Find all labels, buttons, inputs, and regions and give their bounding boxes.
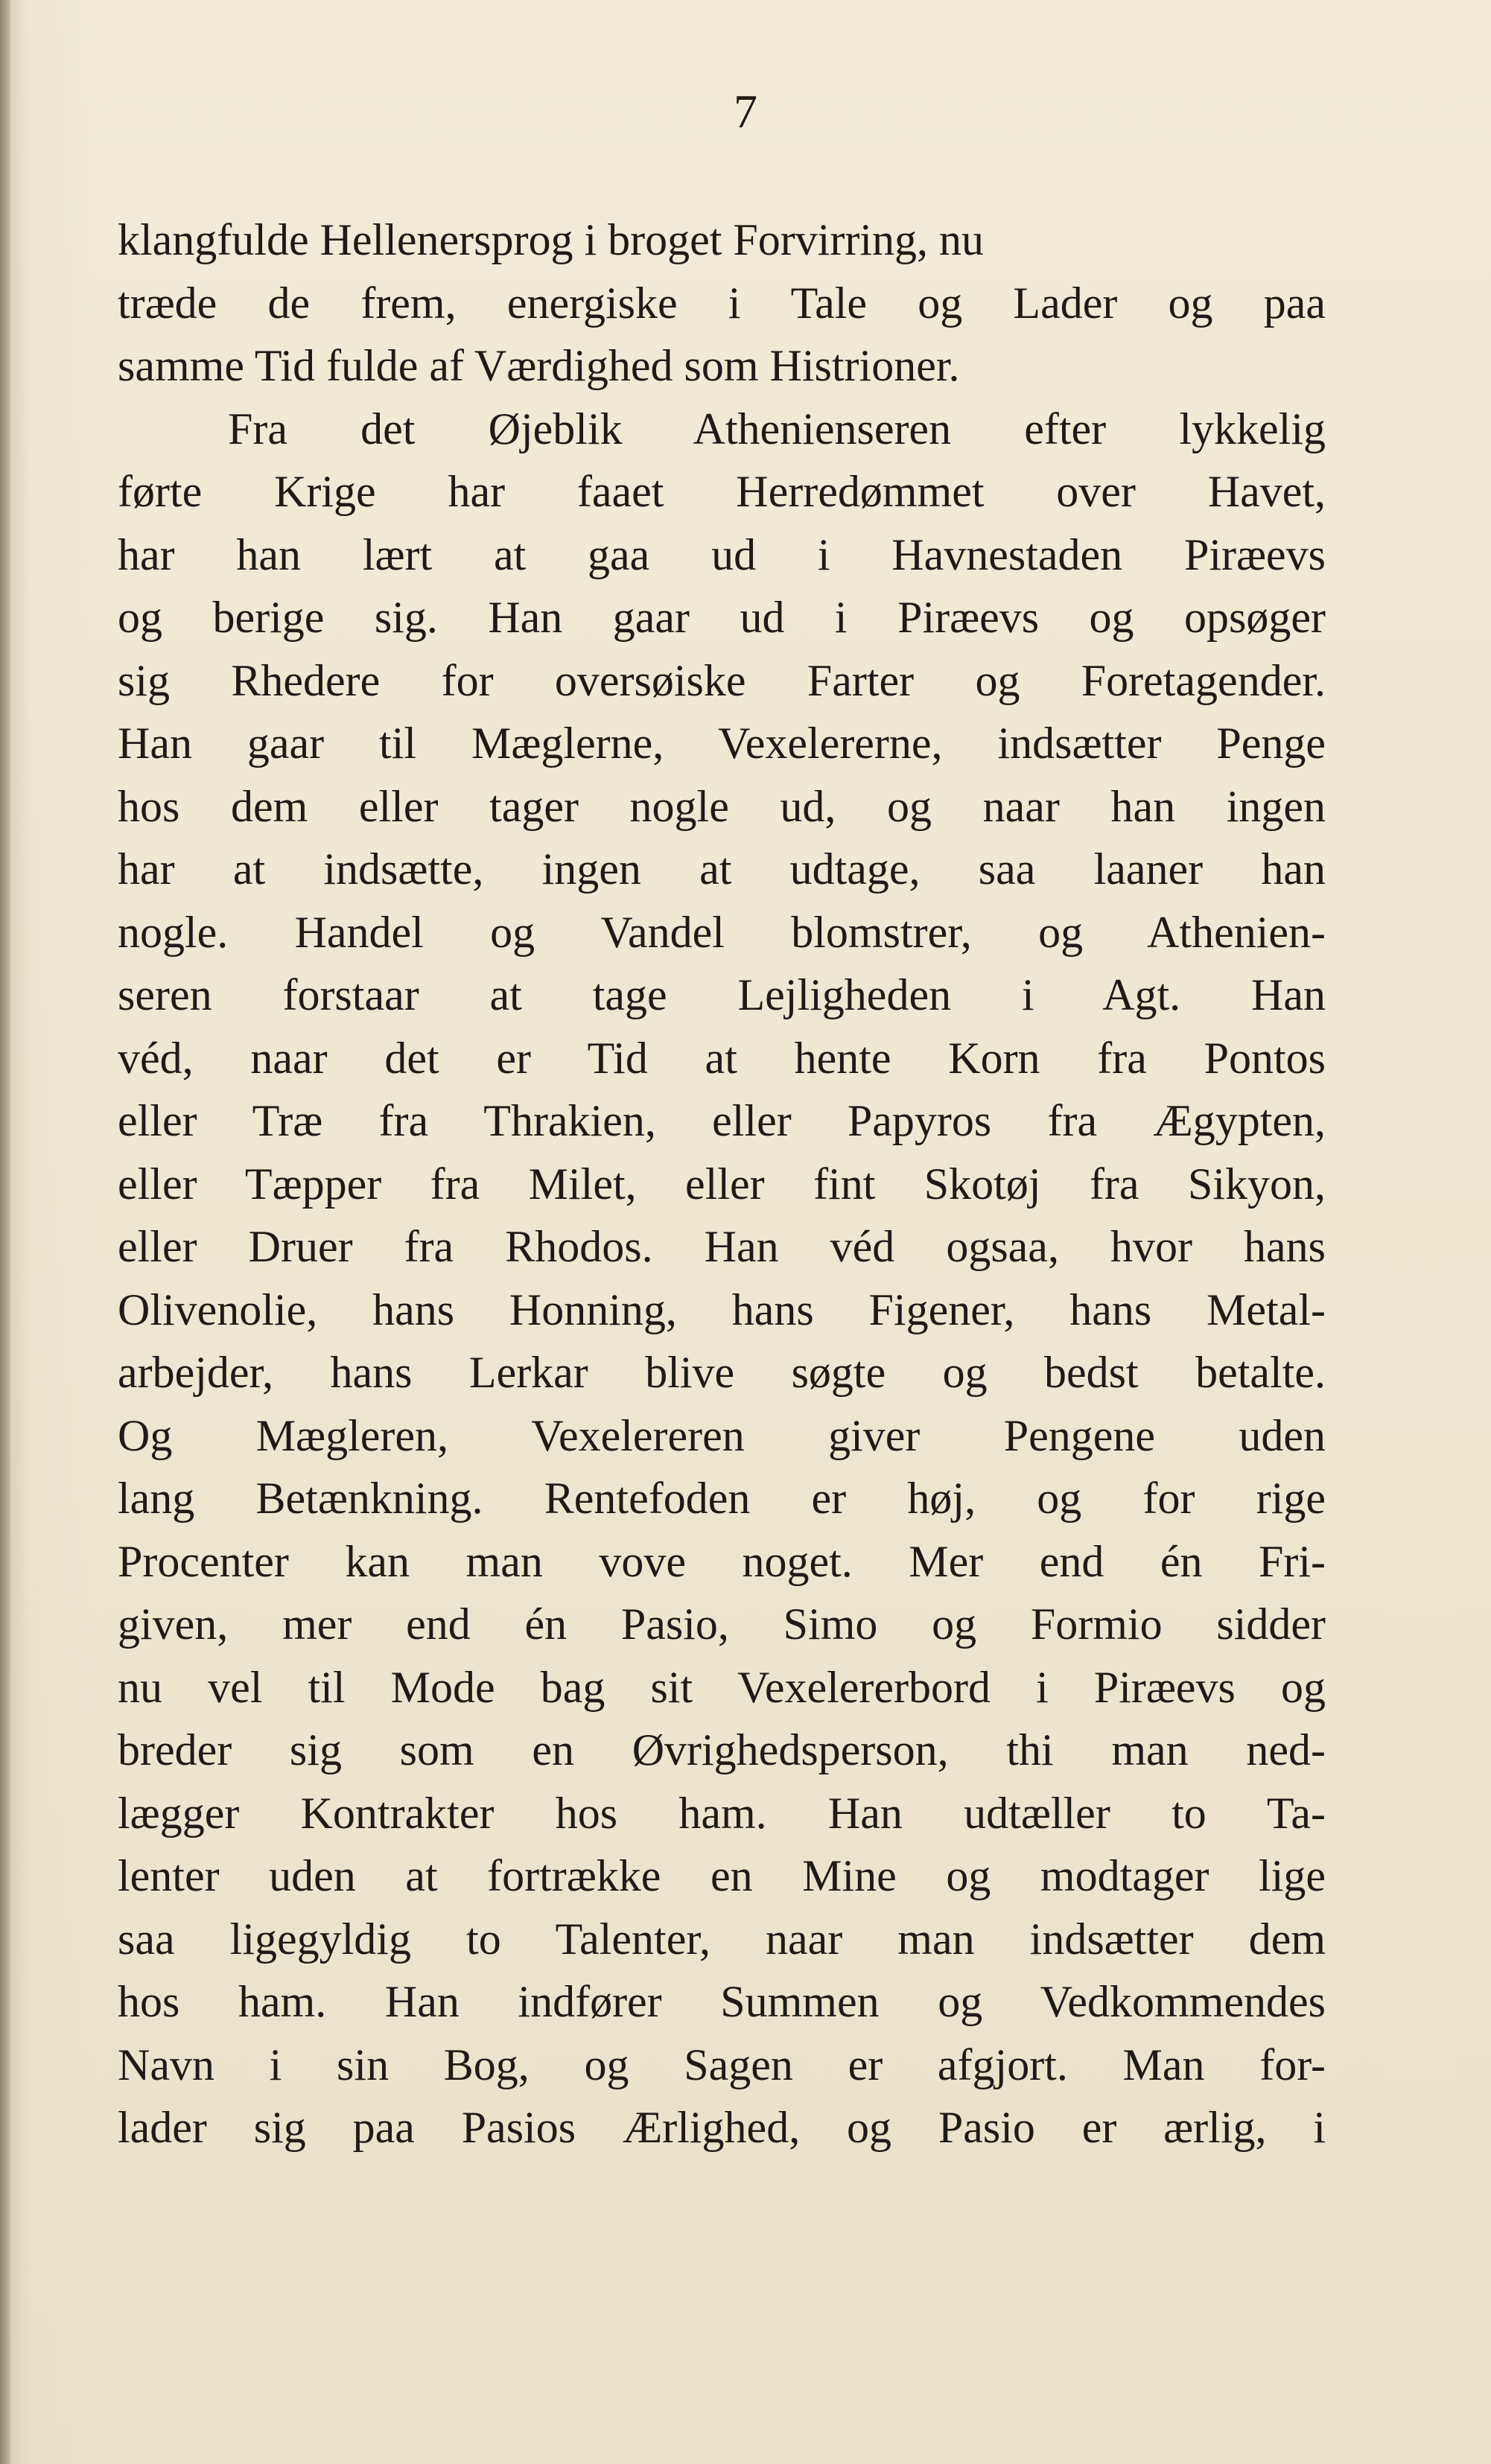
text-line: sig Rhedere for oversøiske Farter og Foretagender. xyxy=(118,655,1326,705)
text-line: har han lært at gaa ud i Havnestaden Piræevs xyxy=(118,529,1326,579)
text-line: nu vel til Mode bag sit Vexelererbord i Piræevs og xyxy=(118,1662,1326,1712)
text-line: træde de frem, energiske i Tale og Lader og paa xyxy=(118,278,1326,328)
text-line: Han gaar til Mæglerne, Vexelererne, indsætter Penge xyxy=(118,719,1326,768)
text-line: lader sig paa Pasios Ærlighed, og Pasio er ærlig, i xyxy=(118,2103,1326,2152)
text-line: eller Druer fra Rhodos. Han véd ogsaa, hvor hans xyxy=(118,1222,1326,1271)
text-line: véd, naar det er Tid at hente Korn fra Pontos xyxy=(118,1033,1326,1083)
page-number: 7 xyxy=(734,85,757,138)
text-line: Olivenolie, hans Honning, hans Figener, hans Metal- xyxy=(118,1284,1326,1334)
text-line: Og Mægleren, Vexelereren giver Pengene uden xyxy=(118,1410,1326,1460)
text-line: har at indsætte, ingen at udtage, saa laaner han xyxy=(118,844,1326,894)
text-line: og berige sig. Han gaar ud i Piræevs og opsøger xyxy=(118,593,1326,642)
text-line: samme Tid fulde af Værdighed som Histrioner. xyxy=(118,341,960,390)
text-line: saa ligegyldig to Talenter, naar man indsætter dem xyxy=(118,1914,1326,1964)
text-line: hos ham. Han indfører Summen og Vedkommendes xyxy=(118,1977,1326,2026)
text-line: lenter uden at fortrække en Mine og modtager lige xyxy=(118,1851,1326,1900)
text-line: lægger Kontrakter hos ham. Han udtæller to Ta- xyxy=(118,1788,1326,1838)
text-line: førte Krige har faaet Herredømmet over Havet, xyxy=(118,467,1326,516)
text-line: breder sig som en Øvrighedsperson, thi man ned- xyxy=(118,1725,1326,1774)
text-line: lang Betænkning. Rentefoden er høj, og for rige xyxy=(118,1474,1326,1523)
text-line: Navn i sin Bog, og Sagen er afgjort. Man for- xyxy=(118,2040,1326,2089)
text-line: seren forstaar at tage Lejligheden i Agt. Han xyxy=(118,970,1326,1019)
text-line: eller Træ fra Thrakien, eller Papyros fra Ægypten, xyxy=(118,1096,1326,1145)
text-line: klangfulde Hellenersprog i broget Forvirring, nu xyxy=(118,215,985,264)
body-text xyxy=(118,208,1326,2159)
page-binding-edge xyxy=(0,0,10,2464)
text-line: Fra det Øjeblik Athenienseren efter lykkelig xyxy=(228,404,1326,453)
text-line: arbejder, hans Lerkar blive søgte og bedst betalte. xyxy=(118,1348,1326,1397)
text-line: hos dem eller tager nogle ud, og naar han ingen xyxy=(118,781,1326,831)
text-line: Procenter kan man vove noget. Mer end én Fri- xyxy=(118,1536,1326,1586)
text-line: given, mer end én Pasio, Simo og Formio sidder xyxy=(118,1599,1326,1649)
text-line: eller Tæpper fra Milet, eller fint Skotøj fra Sikyon, xyxy=(118,1159,1326,1209)
text-line: nogle. Handel og Vandel blomstrer, og Athenien- xyxy=(118,907,1326,957)
